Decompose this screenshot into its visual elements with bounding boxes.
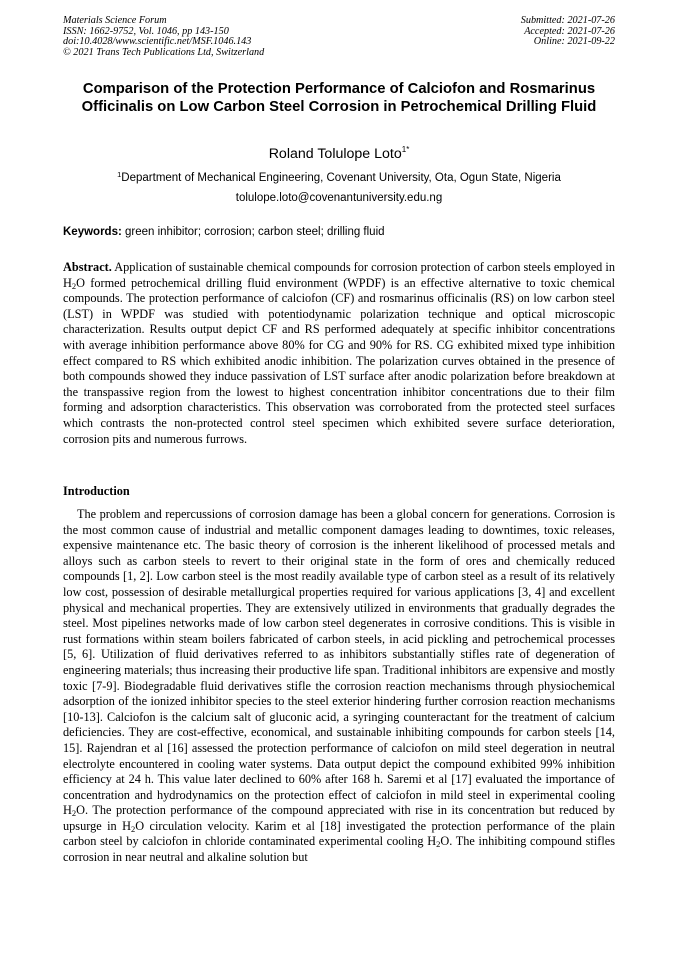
intro-subscript-3: 2 <box>436 839 441 850</box>
author-superscript: 1* <box>401 145 410 154</box>
abstract-paragraph <box>63 260 615 447</box>
keywords-label: Keywords: <box>63 226 122 238</box>
journal-name: Materials Science Forum <box>63 15 167 26</box>
author-name: Roland Tolulope Loto <box>268 146 402 162</box>
doi-line: doi:10.4028/www.scientific.net/MSF.1046.143 <box>63 36 252 48</box>
submitted-date: Submitted: 2021-07-26 <box>520 15 615 26</box>
accepted-date: Accepted: 2021-07-26 <box>524 25 615 37</box>
intro-text-4: O. The inhibiting compound stifles corrosion in near neutral and alkaline solution but <box>63 834 615 865</box>
journal-header <box>63 16 264 58</box>
intro-subscript-2: 2 <box>131 823 136 834</box>
intro-text-1: The problem and repercussions of corrosion damage has been a global concern for generations. Corrosion is the most common cause of industrial and metallic component damages leading to downtimes, toxic releases, expensive maintenance etc. The basic theory of corrosion is the inherent likelihood of processed metals and alloys such as carbon steels to revert to their original state in the form of ores and chemically reduced compounds [1, 2]. Low carbon steel is the most readily available type of carbon steel as a result of its relatively low cost, possession of desirable metallurgical properties required for various applications [3, 4] and excellent physical and mechanical properties. They are extensively utilized in environments that gradually degrades the steel. Most pipelines networks made of low carbon steel degenerates in corrosive conditions. This is visible in rust formations within steam boilers fabricated of carbon steels, in acid pickling and petrochemical processes [5, 6]. Utilization of fluid derivatives referred to as inhibitors substantially stifles rate of degeneration of engineering materials; thus increasing their productive life span. Traditional inhibitors are expensive and mostly toxic [7-9]. Biodegradable fluid derivatives stifle the corrosion reaction mechanisms through physiochemical adsorption of the ionized inhibitor species to the steel exterior hindering further corrosion reaction mechanisms [10-13]. Calciofon is the calcium salt of gluconic acid, a syringing counteractant for the treatment of calcium deficiencies. They are cost-effective, economical, and sustainable inhibiting compounds for carbon steels [14, 15]. Rajendran et al [16] assessed the protection performance of calciofon on mild steel degeration in neutral electrolyte encountered in cooling water systems. Data output depict the compound exhibited 99% inhibition efficiency at 24 h. This value later declined to 60% after 168 h. Saremi et al [17] evaluated the importance of concentration and hydrodynamics on the protection effect of calciofon in mild steel in experimental cooling H <box>63 507 615 818</box>
affiliation-line <box>63 168 615 185</box>
keywords-line <box>63 225 615 239</box>
abstract-subscript: 2 <box>71 280 77 291</box>
abstract-label: Abstract. <box>63 260 112 274</box>
paper-title: Comparison of the Protection Performance of Calciofon and Rosmarinus Officinalis on Low Carbon Steel Corrosion in Petrochemical Drilling Fluid <box>81 81 597 115</box>
copyright-line: © 2021 Trans Tech Publications Ltd, Switzerland <box>63 46 265 58</box>
online-date: Online: 2021-09-22 <box>533 36 615 48</box>
abstract-text-2: O formed petrochemical drilling fluid environment (WPDF) is an effective alternative to toxic chemical compounds. The protection performance of calciofon (CF) and rosmarinus officinalis (RS) on low carbon steel (LST) in WPDF was studied with potentiodynamic polarization technique and optical microscopic characterization. Results output depict CF and RS performed adequately at specific inhibitor concentrations with average inhibition performance above 80% for CG and 90% for RS. CG exhibited mixed type inhibition effect compared to RS which exhibited anodic inhibition. The polarization curves obtained in the presence of both compounds showed they induce passivation of LST surface after anodic polarization before breakdown at the transpassive region from the lowest to highest concentration inhibitor concentrations due to their film forming and adsorption characteristics. This observation was corroborated from the protected steel surfaces which contrasts the non-protected control steel specimen which exhibited severe surface deterioration, corrosion pits and numerous furrows. <box>63 275 615 446</box>
intro-text-2: O. The protection performance of the compound appreciated with rise in its concentration but reduced by upsurge in H <box>63 803 615 833</box>
abstract-text-1: Application of sustainable chemical compounds for corrosion protection of carbon steels employed in H <box>63 260 615 290</box>
intro-text-3: O circulation velocity. Karim et al [18] investigated the protection performance of the plain carbon steel by calciofon in chloride contaminated experimental cooling H <box>63 818 615 849</box>
introduction-heading: Introduction <box>63 484 130 498</box>
affiliation-superscript: 1 <box>117 170 122 179</box>
affiliation-text: Department of Mechanical Engineering, Covenant University, Ota, Ogun State, Nigeria <box>121 172 561 184</box>
intro-subscript-1: 2 <box>71 808 77 819</box>
author-line <box>63 141 615 163</box>
dates-header <box>521 16 615 48</box>
keywords-text: green inhibitor; corrosion; carbon steel; drilling fluid <box>125 226 385 238</box>
issn-line: ISSN: 1662-9752, Vol. 1046, pp 143-150 <box>63 25 229 37</box>
author-email: tolulope.loto@covenantuniversity.edu.ng <box>235 192 443 204</box>
introduction-paragraph <box>63 507 615 866</box>
